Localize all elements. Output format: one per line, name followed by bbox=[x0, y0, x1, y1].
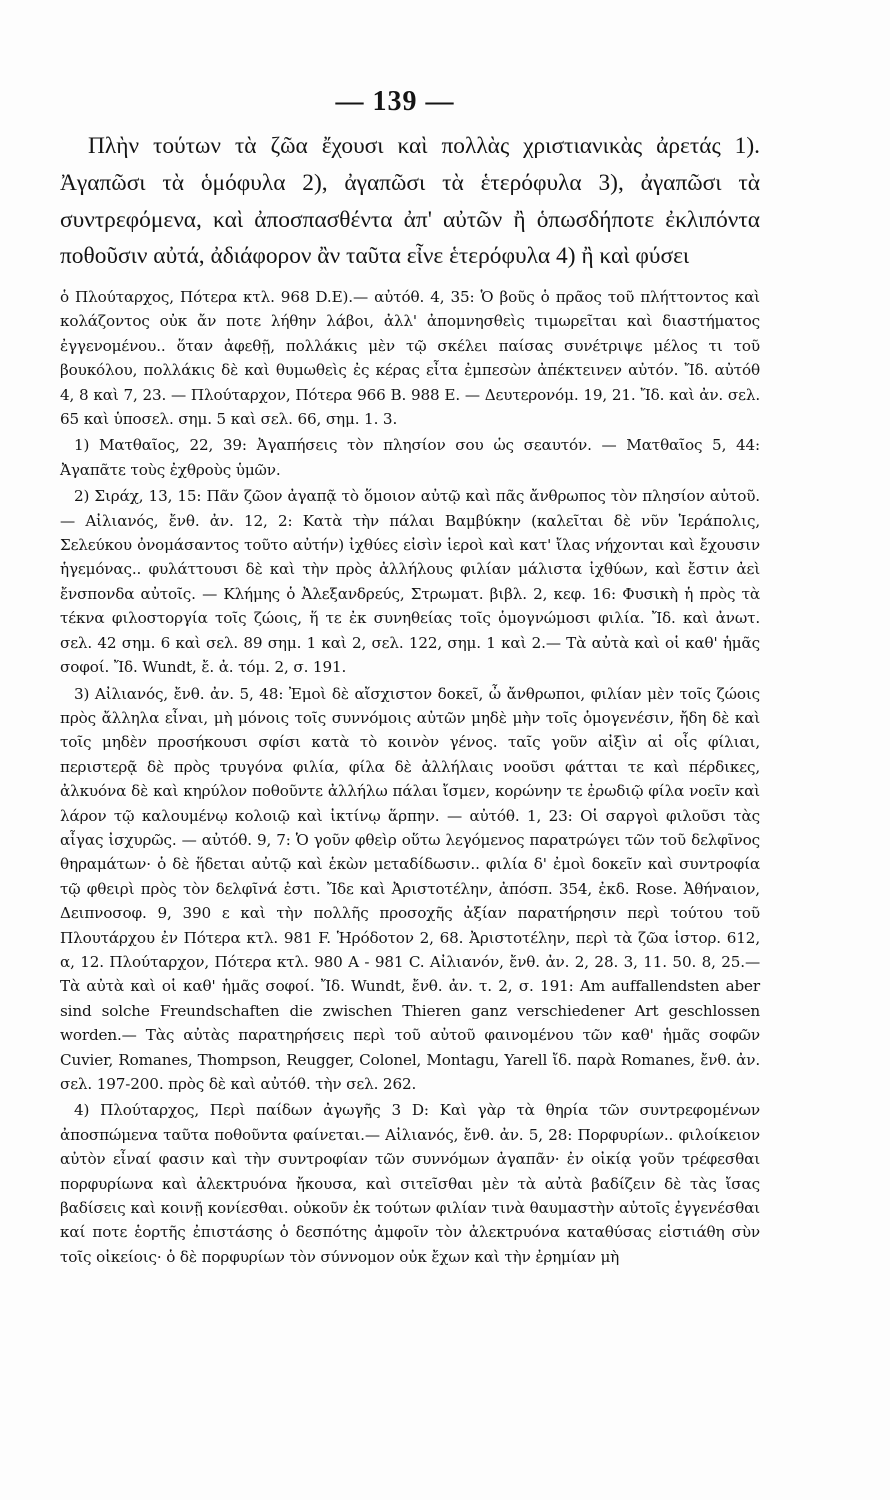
footnote-continuation: ὁ Πλούταρχος, Πότερα κτλ. 968 D.E).— αὐτόθ. 4, 35: Ὁ βοῦς ὁ πρᾶος τοῦ πλήττοντος καὶ κολάζοντος οὐκ ἄν ποτε λήθην λάβοι, ἀλλ' ἀπομνησθεὶς τιμωρεῖται καὶ διαστήματος ἐγγενομένου.. ὅταν ἀφεθῇ, πολλάκις μὲν τῷ σκέλει παίσας συνέτριψε μέλος τι τοῦ βουκόλου, πολλάκις δὲ καὶ θυμωθεὶς ἐς κέρας εἶτα ἐμπεσὼν ἀπέκτεινεν αὐτόν. Ἴδ. αὐτόθ 4, 8 καὶ 7, 23. — Πλούταρχον, Πότερα 966 Β. 988 Ε. — Δευτερονόμ. 19, 21. Ἴδ. καὶ ἀν. σελ. 65 καὶ ὑποσελ. σημ. 5 καὶ σελ. 66, σημ. 1. 3. bbox=[60, 288, 760, 429]
main-paragraph: Πλὴν τούτων τὰ ζῶα ἔχουσι καὶ πολλὰς χριστιανικὰς ἀρετάς 1). Ἀγαπῶσι τὰ ὁμόφυλα 2), ἀγαπῶσι τὰ ἑτερόφυλα 3), ἀγαπῶσι τὰ συντρεφόμενα, καὶ ἀποσπασθέντα ἀπ' αὐτῶν ἢ ὁπωσδήποτε ἐκλιπόντα ποθοῦσιν αὐτά, ἀδιάφορον ἂν ταῦτα εἶνε ἑτερόφυλα 4) ἢ καὶ φύσει bbox=[60, 133, 760, 270]
footnotes-block bbox=[60, 285, 760, 1269]
footnote-3: 3) Αἰλιανός, ἔνθ. ἀν. 5, 48: Ἐμοὶ δὲ αἴσχιστον δοκεῖ, ὦ ἄνθρωποι, φιλίαν μὲν τοῖς ζώοις πρὸς ἄλληλα εἶναι, μὴ μόνοις τοῖς συννόμοις αὐτῶν μηδὲ μὴν τοῖς ὁμογενέσιν, ἤδη δὲ καὶ τοῖς μηδὲν προσήκουσι σφίσι κατὰ τὸ κοινὸν γένος. ταῖς γοῦν αἰξὶν αἱ οἶς φίλιαι, περιστερᾷ δὲ πρὸς τρυγόνα φιλία, φίλα δὲ ἀλλήλαις νοοῦσι φάτται τε καὶ πέρδικες, ἀλκυόνα δὲ καὶ κηρύλον ποθοῦντε ἀλλήλω πάλαι ἴσμεν, κορώνην τε ἐρωδιῷ φίλα νοεῖν καὶ λάρον τῷ καλουμένῳ κολοιῷ καὶ ἰκτίνῳ ἅρπην. — αὐτόθ. 1, 23: Οἱ σαργοὶ φιλοῦσι τὰς αἶγας ἰσχυρῶς. — αὐτόθ. 9, 7: Ὁ γοῦν φθεὶρ οὕτω λεγόμενος παρατρώγει τῶν τοῦ δελφῖνος θηραμάτων· ὁ δὲ ἥδεται αὐτῷ καὶ ἑκὼν μεταδίδωσιν.. φιλία δ' ἐμοὶ δοκεῖν καὶ συντροφία τῷ φθειρὶ πρὸς τὸν δελφῖνά ἐστι. Ἴδε καὶ Ἀριστοτέλην, ἀπόσπ. 354, ἐκδ. Rose. Ἀθήναιον, Δειπνοσοφ. 9, 390 ε καὶ τὴν πολλῆς προσοχῆς ἀξίαν παρατήρησιν περὶ τούτου τοῦ Πλουτάρχου ἐν Πότερα κτλ. 981 F. Ἡρόδοτον 2, 68. Ἀριστοτέλην, περὶ τὰ ζῶα ἱστορ. 612, α, 12. Πλούταρχον, Πότερα κτλ. 980 A - 981 C. Αἰλιανόν, ἔνθ. ἀν. 2, 28. 3, 11. 50. 8, 25.— Τὰ αὐτὰ καὶ οἱ καθ' ἡμᾶς σοφοί. Ἴδ. Wundt, ἔνθ. ἀν. τ. 2, σ. 191: Am auffallendsten aber sind solche Freundschaften die zwischen Thieren ganz verschiedener Art geschlossen worden.— Τὰς αὐτὰς παρατηρήσεις περὶ τοῦ αὐτοῦ φαινομένου τῶν καθ' ἡμᾶς σοφῶν Cuvier, Romanes, Thompson, Reugger, Colonel, Montagu, Yarell ἴδ. παρὰ Romanes, ἔνθ. ἀν. σελ. 197-200. πρὸς δὲ καὶ αὐτόθ. τὴν σελ. 262. bbox=[60, 684, 760, 1093]
page-number: — 139 — bbox=[335, 86, 455, 117]
footnote-2: 2) Σιράχ, 13, 15: Πᾶν ζῶον ἀγαπᾷ τὸ ὅμοιον αὐτῷ καὶ πᾶς ἄνθρωπος τὸν πλησίον αὐτοῦ. — Αἰλιανός, ἔνθ. ἀν. 12, 2: Κατὰ τὴν πάλαι Βαμβύκην (καλεῖται δὲ νῦν Ἱεράπολις, Σελεύκου ὀνομάσαντος τοῦτο αὐτήν) ἰχθύες εἰσὶν ἱεροὶ καὶ κατ' ἴλας νήχονται καὶ ἔχουσιν ἡγεμόνας.. φυλάττουσι δὲ καὶ τὴν πρὸς ἀλλήλους φιλίαν μάλιστα ἰχθύων, καὶ ἔστιν ἀεὶ ἔνσπονδα αὐτοῖς. — Κλήμης ὁ Ἀλεξανδρεύς, Στρωματ. βιβλ. 2, κεφ. 16: Φυσικὴ ἡ πρὸς τὰ τέκνα φιλοστοργία τοῖς ζώοις, ἥ τε ἐκ συνηθείας τοῖς ὁμογνώμοσι φιλία. Ἴδ. καὶ ἀνωτ. σελ. 42 σημ. 6 καὶ σελ. 89 σημ. 1 καὶ 2, σελ. 122, σημ. 1 καὶ 2.— Τὰ αὐτὰ καὶ οἱ καθ' ἡμᾶς σοφοί. Ἴδ. Wundt, ἔ. ἀ. τόμ. 2, σ. 191. bbox=[60, 487, 760, 677]
footnote-4: 4) Πλούταρχος, Περὶ παίδων ἀγωγῆς 3 D: Καὶ γὰρ τὰ θηρία τῶν συντρεφομένων ἀποσπώμενα ταῦτα ποθοῦντα φαίνεται.— Αἰλιανός, ἔνθ. ἀν. 5, 28: Πορφυρίων.. φιλοίκειον αὐτὸν εἶναί φασιν καὶ τὴν συντροφίαν τῶν συννόμων ἀγαπᾶν· ἐν οἰκίᾳ γοῦν τρέφεσθαι πορφυρίωνα καὶ ἀλεκτρυόνα ἤκουσα, καὶ σιτεῖσθαι μὲν τὰ αὐτὰ βαδίζειν δὲ τὰς ἴσας βαδίσεις καὶ κοινῇ κονίεσθαι. οὐκοῦν ἐκ τούτων φιλίαν τινὰ θαυμαστὴν αὐτοῖς ἐγγενέσθαι καί ποτε ἑορτῆς ἐπιστάσης ὁ δεσπότης ἀμφοῖν τὸν ἀλεκτρυόνα καταθύσας εἱστιάθη σὺν τοῖς οἰκείοις· ὁ δὲ πορφυρίων τὸν σύννομον οὐκ ἔχων καὶ τὴν ἐρημίαν μὴ bbox=[60, 1101, 760, 1266]
main-text-block bbox=[60, 128, 760, 275]
footnote-1: 1) Ματθαῖος, 22, 39: Ἀγαπήσεις τὸν πλησίον σου ὡς σεαυτόν. — Ματθαῖος 5, 44: Ἀγαπᾶτε τοὺς ἐχθροὺς ὑμῶν. bbox=[60, 436, 760, 479]
